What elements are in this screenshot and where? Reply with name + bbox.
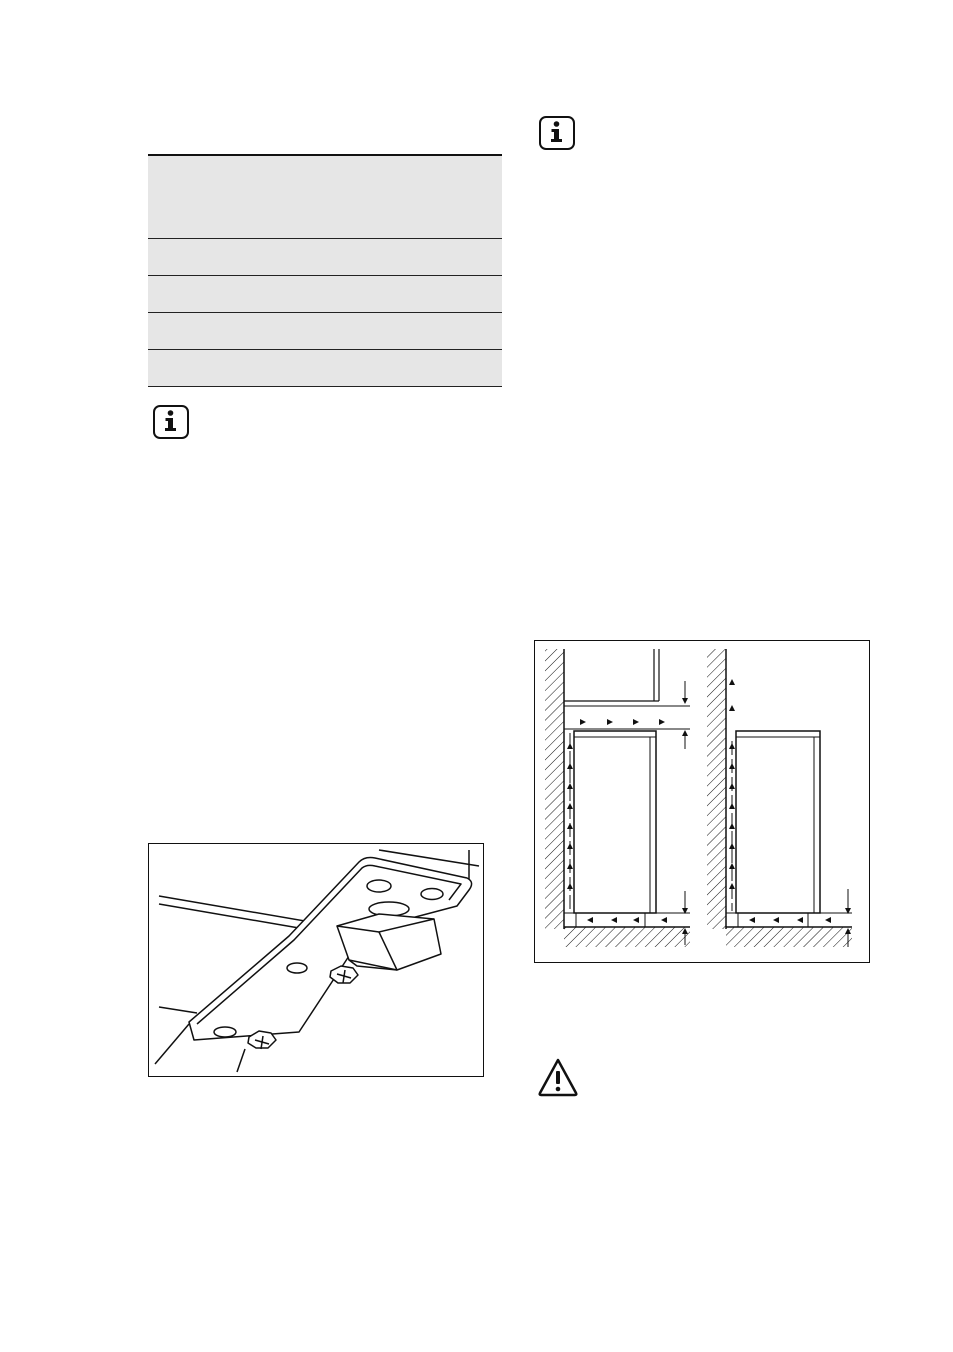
specification-table: [148, 154, 502, 387]
table-header-row: [148, 154, 502, 238]
warning-icon: [537, 1057, 579, 1097]
table-bottom-rule: [148, 386, 502, 387]
info-icon: [153, 405, 189, 439]
ventilation-clearance-diagram: [534, 640, 870, 963]
table-row: [148, 275, 502, 312]
screw-icon: [237, 1031, 276, 1072]
diagram-right-arrangement: [707, 649, 852, 947]
table-row: [148, 312, 502, 349]
diagram-left-arrangement: [545, 649, 690, 947]
info-icon: [539, 116, 575, 150]
table-row: [148, 238, 502, 275]
table-row: [148, 349, 502, 386]
adjustable-foot-illustration: [148, 843, 484, 1077]
